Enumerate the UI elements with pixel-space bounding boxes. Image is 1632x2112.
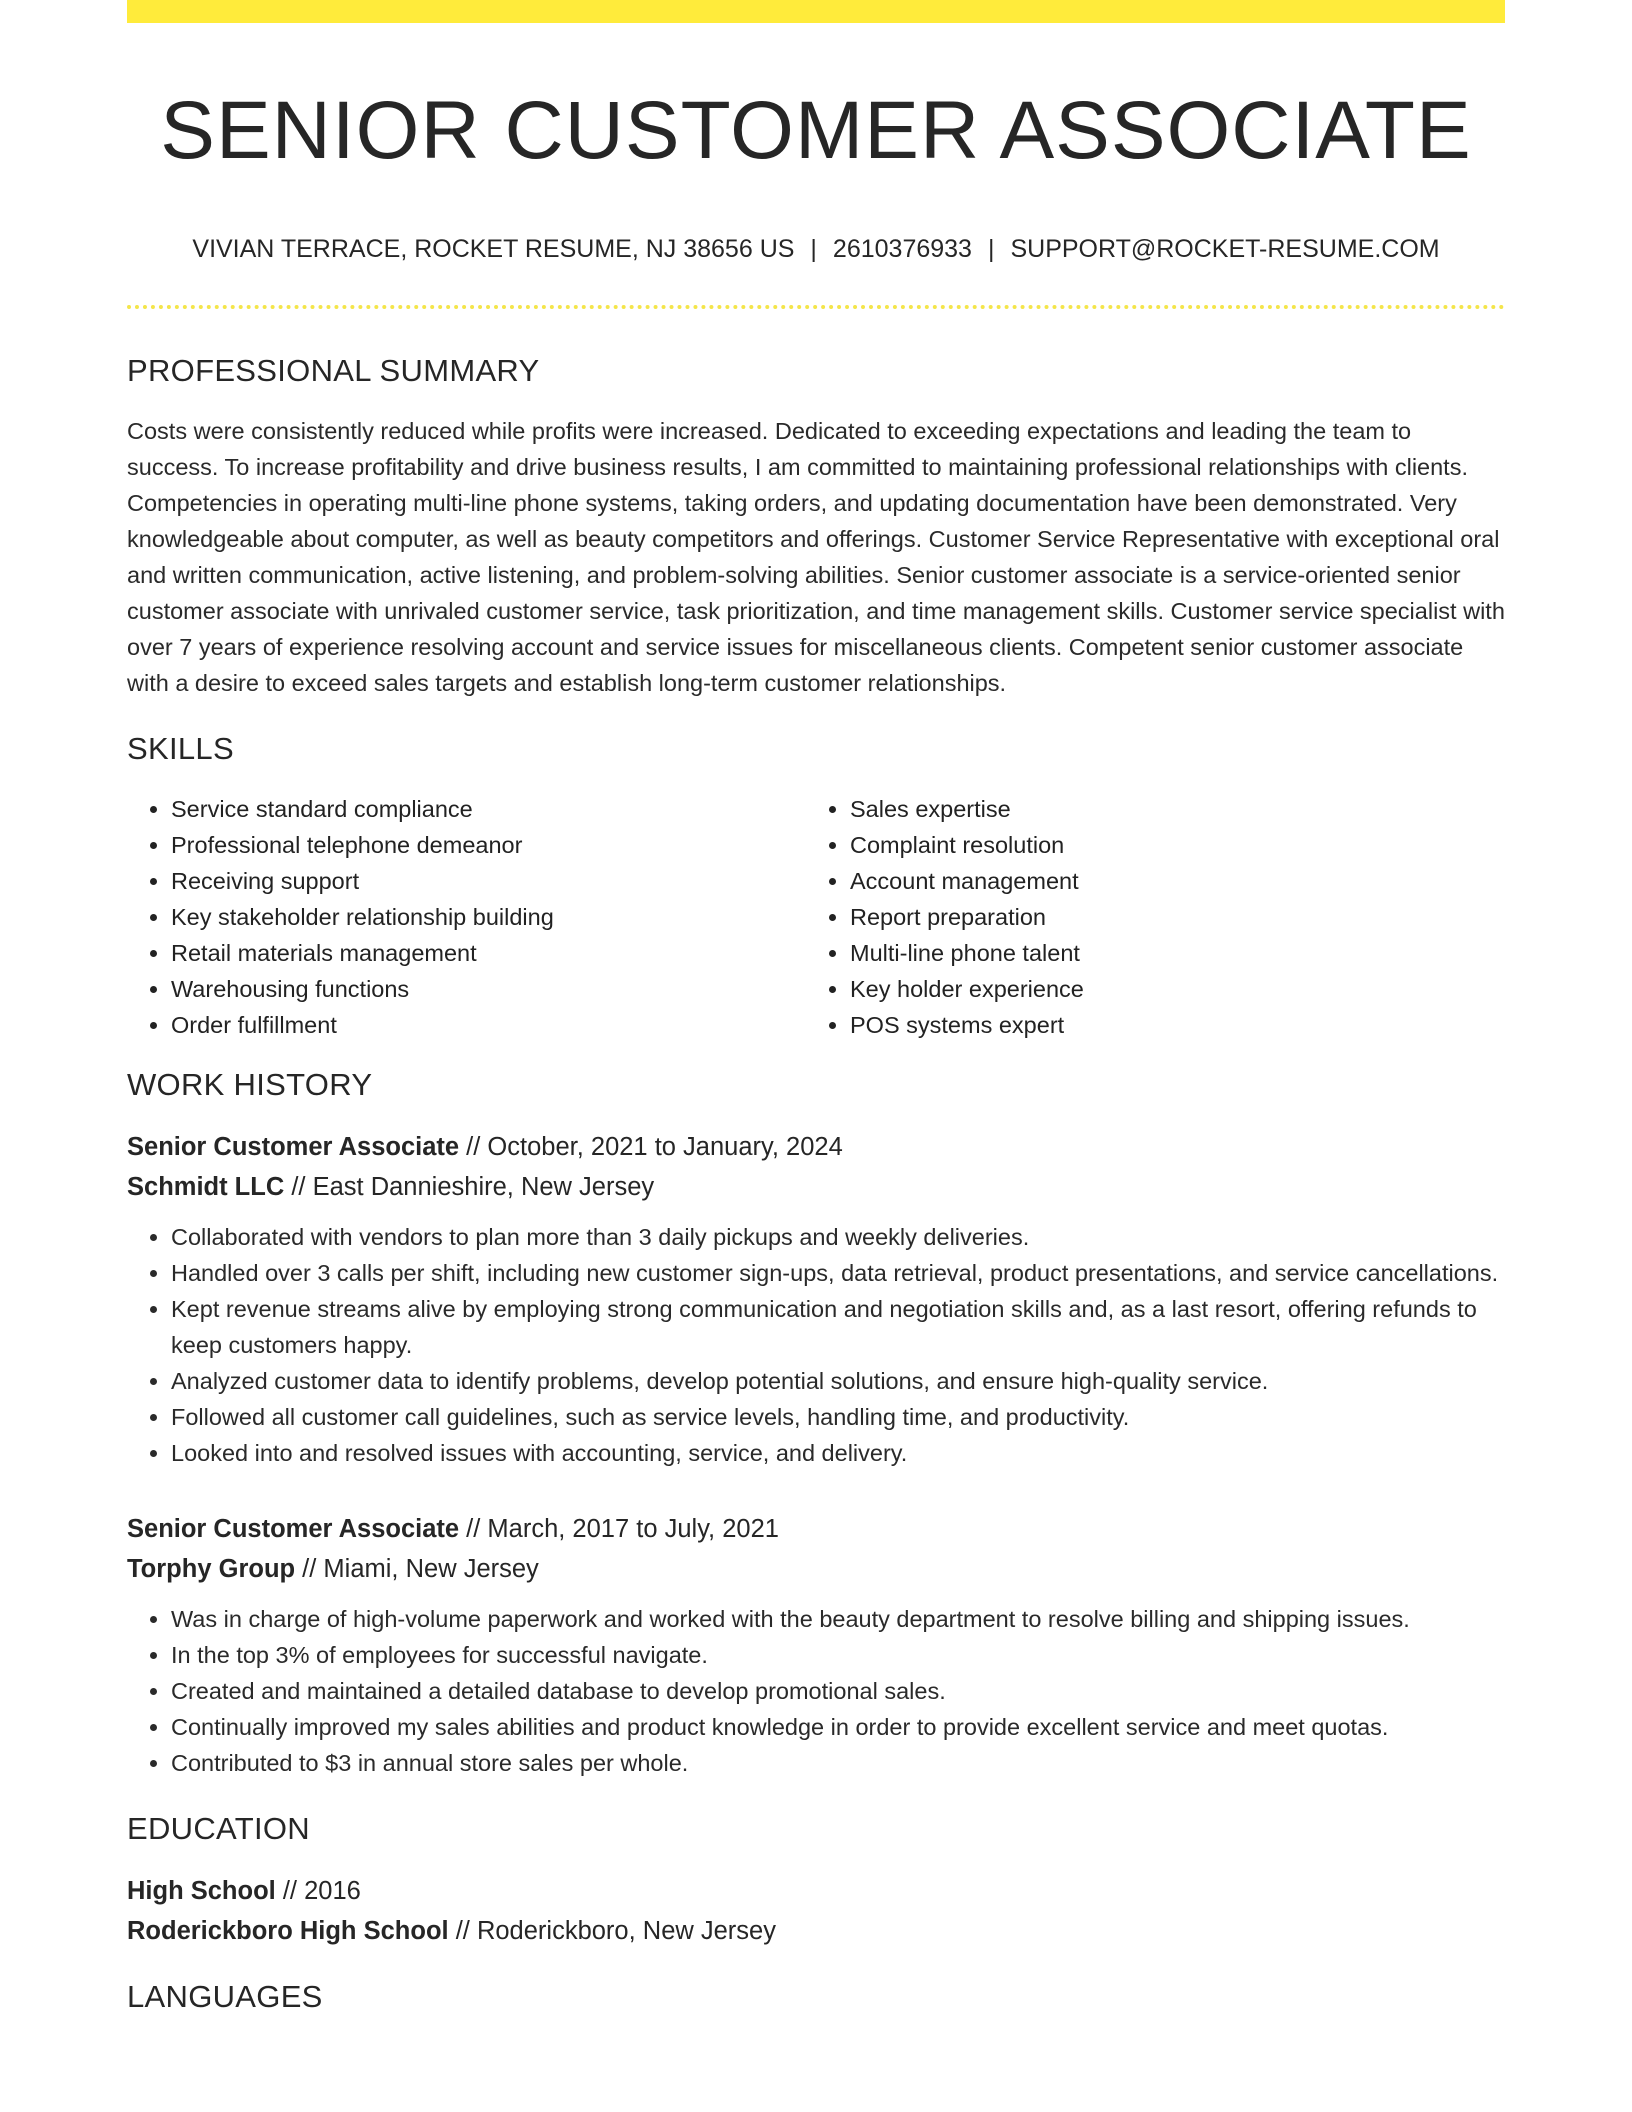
job-bullet: • Looked into and resolved issues with accounting, service, and delivery. [171, 1435, 1505, 1471]
job-bullet: • Was in charge of high-volume paperwork and worked with the beauty department to resolve billing and shipping issues. [171, 1601, 1505, 1637]
job-bullet: • Analyzed customer data to identify problems, develop potential solutions, and ensure high-quality service. [171, 1363, 1505, 1399]
address-text: VIVIAN TERRACE, ROCKET RESUME, NJ 38656 US [192, 235, 795, 263]
work-history-heading: WORK HISTORY [127, 1067, 373, 1102]
education-year: // 2016 [275, 1877, 361, 1905]
job-entry [127, 1127, 1505, 1471]
job-role-line [127, 1127, 1505, 1167]
education-heading: EDUCATION [127, 1811, 310, 1846]
skills-heading: SKILLS [127, 731, 234, 766]
skill-item: • Order fulfillment [171, 1007, 806, 1043]
skill-item: • Service standard compliance [171, 791, 806, 827]
education-entry [127, 1871, 1505, 1951]
job-company: Torphy Group [127, 1555, 296, 1583]
job-entry [127, 1509, 1505, 1781]
email-link[interactable]: SUPPORT@ROCKET-RESUME.COM [1010, 235, 1440, 263]
job-bullet: • Followed all customer call guidelines, such as service levels, handling time, and productivity. [171, 1399, 1505, 1435]
resume-page [127, 0, 1505, 2017]
education-school-line [127, 1911, 1505, 1951]
job-bullet: • In the top 3% of employees for successful navigate. [171, 1637, 1505, 1673]
job-company: Schmidt LLC [127, 1173, 285, 1201]
skill-item: • Complaint resolution [850, 827, 1485, 863]
job-company-line [127, 1549, 1505, 1589]
skill-item: • Multi-line phone talent [850, 935, 1485, 971]
skills-list-left [127, 791, 806, 1043]
job-company-line [127, 1167, 1505, 1207]
skill-item: • Key stakeholder relationship building [171, 899, 806, 935]
job-bullet: • Collaborated with vendors to plan more than 3 daily pickups and weekly deliveries. [171, 1219, 1505, 1255]
languages-heading: LANGUAGES [127, 1979, 323, 2014]
job-dates: // March, 2017 to July, 2021 [459, 1515, 779, 1543]
skill-item: • Report preparation [850, 899, 1485, 935]
contact-separator: | [810, 235, 817, 263]
job-bullet: • Kept revenue streams alive by employing strong communication and negotiation skills and, as a last resort, offering refunds to keep customers happy. [171, 1291, 1505, 1363]
resume-title: SENIOR CUSTOMER ASSOCIATE [160, 85, 1472, 176]
education-degree-line [127, 1871, 1505, 1911]
job-location: // East Dannieshire, New Jersey [284, 1173, 655, 1201]
job-role: Senior Customer Associate [127, 1133, 460, 1161]
phone-text: 2610376933 [832, 235, 972, 263]
job-bullet: • Continually improved my sales abilities and product knowledge in order to provide excellent service and meet quotas. [171, 1709, 1505, 1745]
education-school: Roderickboro High School [127, 1917, 449, 1945]
job-dates: // October, 2021 to January, 2024 [459, 1133, 843, 1161]
skill-item: • Account management [850, 863, 1485, 899]
contact-separator: | [987, 235, 995, 263]
dotted-divider [127, 305, 1505, 309]
job-bullet: • Contributed to $3 in annual store sales per whole. [171, 1745, 1505, 1781]
skill-item: • Warehousing functions [171, 971, 806, 1007]
job-role: Senior Customer Associate [127, 1515, 460, 1543]
job-role-line [127, 1509, 1505, 1549]
job-bullets [127, 1601, 1505, 1781]
skills-columns [127, 791, 1505, 1043]
education-location: // Roderickboro, New Jersey [448, 1917, 776, 1945]
skill-item: • POS systems expert [850, 1007, 1485, 1043]
summary-heading: PROFESSIONAL SUMMARY [127, 353, 540, 388]
job-bullets [127, 1219, 1505, 1471]
skill-item: • Receiving support [171, 863, 806, 899]
accent-bar [127, 0, 1505, 23]
summary-paragraph: Costs were consistently reduced while profits were increased. Dedicated to exceeding expectations and leading the team to success. To increase profitability and drive business results, I am committed to maintaining professional relationships with clients. Competencies in operating multi-line phone systems, taking orders, and updating documentation have been demonstrated. Very knowledgeable about computer, as well as beauty competitors and offerings. Customer Service Representative with exceptional oral and written communication, active listening, and problem-solving abilities. Senior customer associate is a service-oriented senior customer associate with unrivaled customer service, task prioritization, and time management skills. Customer service specialist with over 7 years of experience resolving account and service issues for miscellaneous clients. Competent senior customer associate with a desire to exceed sales targets and establish long-term customer relationships. [127, 418, 1505, 696]
job-bullet: • Handled over 3 calls per shift, including new customer sign-ups, data retrieval, product presentations, and service cancellations. [171, 1255, 1505, 1291]
skill-item: • Key holder experience [850, 971, 1485, 1007]
education-degree: High School [127, 1877, 276, 1905]
skill-item: • Retail materials management [171, 935, 806, 971]
job-location: // Miami, New Jersey [295, 1555, 539, 1583]
skill-item: • Professional telephone demeanor [171, 827, 806, 863]
job-bullet: • Created and maintained a detailed database to develop promotional sales. [171, 1673, 1505, 1709]
skill-item: • Sales expertise [850, 791, 1485, 827]
skills-list-right [806, 791, 1485, 1043]
contact-line [127, 233, 1505, 265]
